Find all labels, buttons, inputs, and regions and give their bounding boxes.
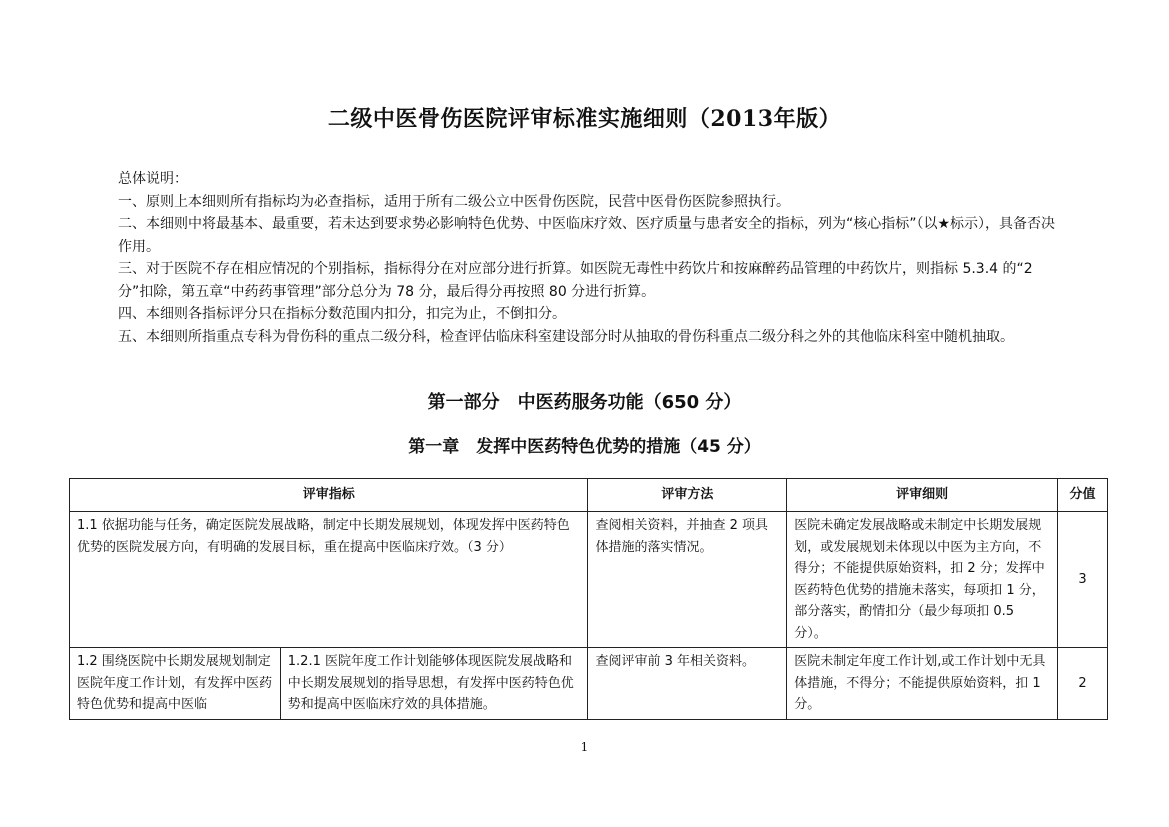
header-score: 分值 [1057,479,1107,512]
note-item: 二、本细则中将最基本、最重要，若未达到要求势必影响特色优势、中医临床疗效、医疗质量与患者安全的指标，列为“核心指标”（以★标示），具备否决作用。 [118,216,1056,255]
table-row [70,512,1108,648]
table-row [70,648,1108,720]
note-item: 五、本细则所指重点专科为骨伤科的重点二级分科，检查评估临床科室建设部分时从抽取的骨伤科重点二级分科之外的其他临床科室中随机抽取。 [118,328,1014,345]
score-cell: 2 [1057,648,1107,720]
notes-heading: 总体说明： [118,171,188,187]
part-title: 第一部分 中医药服务功能（650 分） [427,392,742,413]
evaluation-table [69,478,1108,720]
score-cell: 3 [1057,512,1107,648]
note-item: 三、对于医院不存在相应情况的个别指标，指标得分在对应部分进行折算。如医院无毒性中药饮片和按麻醉药品管理的中药饮片，则指标 5.3.4 的“2 分”扣除，第五章“中药药事管理”部分总分为 78 分，最后得分再按照 80 分进行折算。 [118,261,1033,300]
method-cell: 查阅评审前 3 年相关资料。 [588,648,787,720]
chapter-title: 第一章 发挥中医药特色优势的措施（45 分） [408,437,761,457]
indicator-cell: 1.1 依据功能与任务，确定医院发展战略，制定中长期发展规划，体现发挥中医药特色优势的医院发展方向，有明确的发展目标，重在提高中医临床疗效。（3 分） [70,512,588,648]
page-number: 1 [580,740,589,754]
sub-indicator-cell: 1.2.1 医院年度工作计划能够体现医院发展战略和中长期发展规划的指导思想，有发挥中医药特色优势和提高中医临床疗效的具体措施。 [280,648,588,720]
general-notes [118,168,1058,348]
indicator-cell: 1.2 围绕医院中长期发展规划制定医院年度工作计划，有发挥中医药特色优势和提高中医临 [70,648,281,720]
note-item: 一、原则上本细则所有指标均为必查指标，适用于所有二级公立中医骨伤医院，民营中医骨伤医院参照执行。 [118,193,790,210]
table-header-row [70,479,1108,512]
note-item: 四、本细则各指标评分只在指标分数范围内扣分，扣完为止，不倒扣分。 [118,306,566,322]
header-indicator: 评审指标 [70,479,588,512]
header-detail: 评审细则 [787,479,1058,512]
detail-cell: 医院未制定年度工作计划,或工作计划中无具体措施，不得分；不能提供原始资料，扣 1 分。 [787,648,1058,720]
document-title: 二级中医骨伤医院评审标准实施细则（2013年版） [327,106,842,132]
detail-cell: 医院未确定发展战略或未制定中长期发展规划，或发展规划未体现以中医为主方向，不得分；不能提供原始资料，扣 2 分；发挥中医药特色优势的措施未落实，每项扣 1 分，部分落实，酌情扣分（最少每项扣 0.5 分）。 [787,512,1058,648]
header-method: 评审方法 [588,479,787,512]
method-cell: 查阅相关资料，并抽查 2 项具体措施的落实情况。 [588,512,787,648]
